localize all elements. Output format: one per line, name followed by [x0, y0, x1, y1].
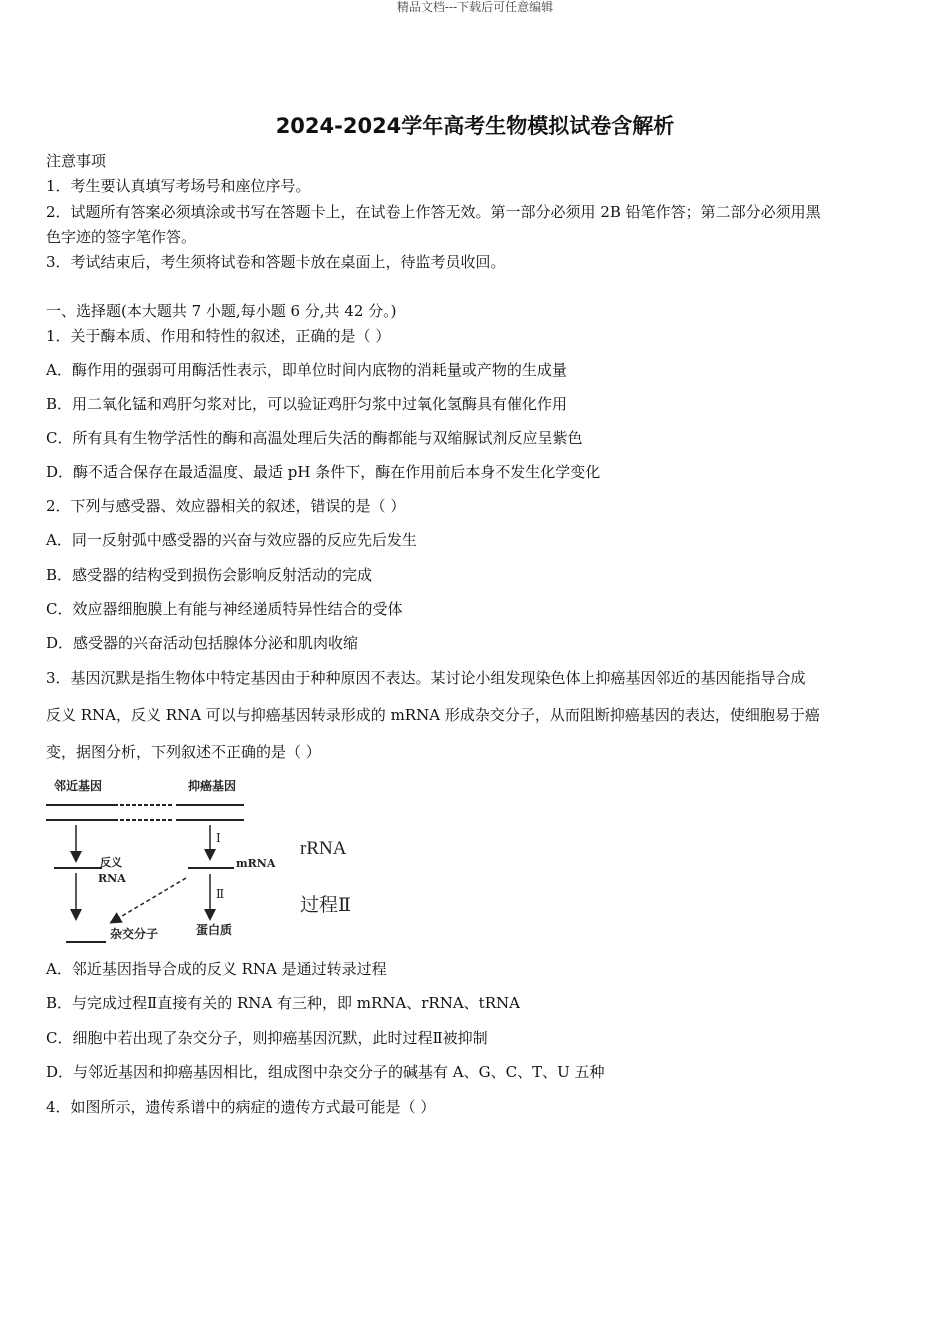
label-step-2: Ⅱ	[216, 887, 225, 901]
q2-option-c: C．效应器细胞膜上有能与神经递质特异性结合的受体	[46, 600, 403, 618]
page-title: 2024-2024学年高考生物模拟试卷含解析	[275, 114, 675, 138]
q3-option-a: A．邻近基因指导合成的反义 RNA 是通过转录过程	[46, 960, 387, 978]
label-protein: 蛋白质	[196, 923, 233, 937]
q4-stem: 4．如图所示，遗传系谱中的病症的遗传方式最可能是（ ）	[46, 1098, 436, 1116]
label-mrna: mRNA	[236, 857, 276, 870]
q1-option-d: D．酶不适合保存在最适温度、最适 pH 条件下，酶在作用前后本身不发生化学变化	[46, 463, 601, 481]
q3-option-c: C．细胞中若出现了杂交分子，则抑癌基因沉默，此时过程Ⅱ被抑制	[46, 1029, 488, 1047]
q3-stem-line: 变，据图分析，下列叙述不正确的是（ ）	[46, 743, 321, 761]
q2-option-d: D．感受器的兴奋活动包括腺体分泌和肌肉收缩	[46, 634, 359, 652]
label-gene-right: 抑癌基因	[188, 779, 237, 793]
notice-item: 2．试题所有答案必须填涂或书写在答题卡上，在试卷上作答无效。第一部分必须用 2B 铅笔作答；第二部分必须用黑	[46, 203, 821, 221]
notice-item: 色字迹的签字笔作答。	[46, 228, 197, 246]
q1-option-a: A．酶作用的强弱可用酶活性表示，即单位时间内底物的消耗量或产物的生成量	[46, 361, 567, 379]
label-step-1: Ⅰ	[216, 831, 221, 845]
q2-option-a: A．同一反射弧中感受器的兴奋与效应器的反应先后发生	[46, 531, 417, 549]
label-gene-left: 邻近基因	[54, 779, 103, 793]
notice-item: 1．考生要认真填写考场号和座位序号。	[46, 177, 311, 195]
label-hybrid: 杂交分子	[110, 927, 159, 941]
q1-stem: 1．关于酶本质、作用和特性的叙述，正确的是（ ）	[46, 327, 391, 345]
section-heading: 一、选择题(本大题共 7 小题,每小题 6 分,共 42 分。)	[46, 302, 397, 320]
q2-stem: 2．下列与感受器、效应器相关的叙述，错误的是（ ）	[46, 497, 406, 515]
q2-option-b: B．感受器的结构受到损伤会影响反射活动的完成	[46, 566, 373, 584]
q1-option-b: B．用二氧化锰和鸡肝匀浆对比，可以验证鸡肝匀浆中过氧化氢酶具有催化作用	[46, 395, 568, 413]
gene-silencing-diagram	[40, 770, 370, 950]
label-antisense-rna: RNA	[98, 872, 126, 885]
header-note: 精品文档---下载后可任意编辑	[396, 0, 554, 14]
q3-stem-line: 反义 RNA，反义 RNA 可以与抑癌基因转录形成的 mRNA 形成杂交分子，从而阻断抑癌基因的表达，使细胞易于癌	[46, 706, 820, 724]
label-antisense: 反义	[100, 856, 122, 869]
q3-stem-line: 3．基因沉默是指生物体中特定基因由于种种原因不表达。某讨论小组发现染色体上抑癌基因邻近的基因能指导合成	[46, 669, 806, 687]
side-label-rrna: rRNA	[300, 838, 347, 859]
q3-option-b: B．与完成过程Ⅱ直接有关的 RNA 有三种，即 mRNA、rRNA、tRNA	[46, 994, 520, 1012]
notice-heading: 注意事项	[46, 152, 107, 170]
q3-option-d: D．与邻近基因和抑癌基因相比，组成图中杂交分子的碱基有 A、G、C、T、U 五种	[46, 1063, 605, 1081]
side-label-process-2: 过程Ⅱ	[300, 895, 351, 916]
notice-item: 3．考试结束后，考生须将试卷和答题卡放在桌面上，待监考员收回。	[46, 253, 506, 271]
q1-option-c: C．所有具有生物学活性的酶和高温处理后失活的酶都能与双缩脲试剂反应呈紫色	[46, 429, 583, 447]
